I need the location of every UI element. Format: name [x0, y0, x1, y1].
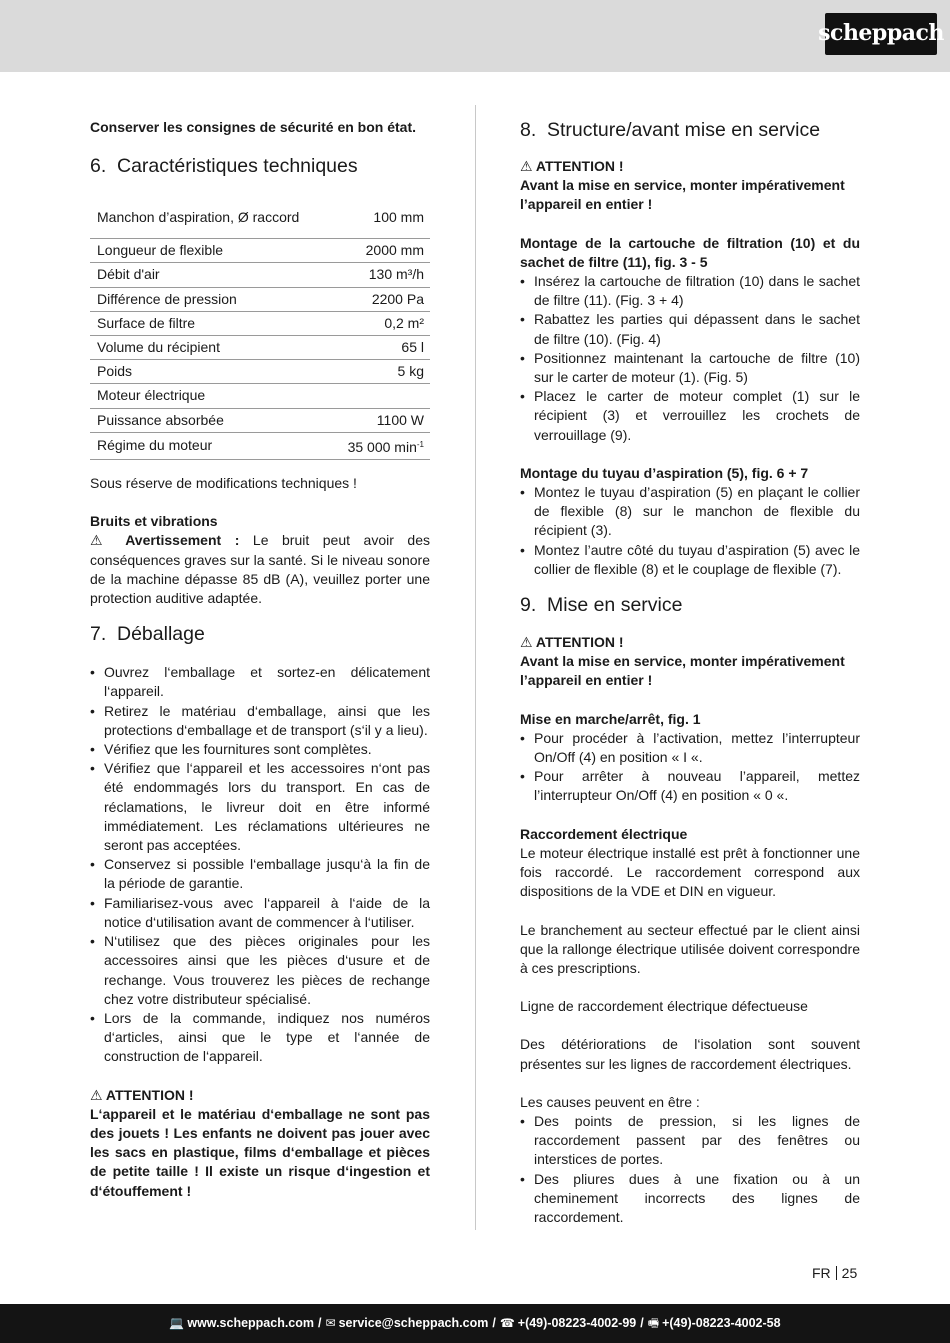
- attention-text: Avant la mise en service, monter impérativement l’appareil en entier !: [520, 177, 845, 213]
- spec-value: 35 000 $\min^{-1}$: [330, 432, 430, 459]
- causes-list: [520, 1112, 860, 1227]
- list-item: • Ouvrez l‘emballage et sortez-en délicatement l‘appareil.: [90, 663, 430, 701]
- computer-icon: 💻: [169, 1315, 185, 1330]
- table-row: [90, 311, 430, 335]
- spec-value: [330, 384, 430, 408]
- left-column: [90, 118, 430, 1201]
- table-row: [90, 360, 430, 384]
- list-item: • Montez l’autre côté du tuyau d’aspiration (5) avec le collier de flexible (8) et le couplage de flexible (7).: [520, 541, 860, 579]
- mail-icon: ✉: [325, 1315, 336, 1330]
- spec-label: Longueur de flexible: [90, 239, 330, 263]
- table-row: [90, 287, 430, 311]
- list-item: • Lors de la commande, indiquez nos numéros d‘articles, ainsi que le type et l‘année de construction de l‘appareil.: [90, 1009, 430, 1067]
- attention-label: ⚠ ATTENTION !: [90, 1086, 194, 1103]
- intro-text: Conserver les consignes de sécurité en bon état.: [90, 119, 416, 135]
- attention-label: ⚠ ATTENTION !: [520, 158, 624, 174]
- electrical-heading: Raccordement électrique: [520, 825, 688, 842]
- spec-label: Régime du moteur: [90, 432, 330, 459]
- section-6-heading: 6. Caractéristiques techniques: [90, 155, 358, 178]
- spec-value: 2000 mm: [330, 239, 430, 263]
- hose-assembly-list: [520, 483, 860, 579]
- filter-assembly-list: [520, 272, 860, 445]
- email-link[interactable]: service@scheppach.com: [338, 1315, 489, 1330]
- list-item: • Pour arrêter à nouveau l’appareil, mettez l’interrupteur On/Off (4) en position « 0 «.: [520, 767, 860, 805]
- spec-label: Différence de pression: [90, 287, 330, 311]
- list-item: • Vérifiez que les fournitures sont complètes.: [90, 740, 430, 759]
- list-item: • Vérifiez que l‘appareil et les accessoires n‘ont pas été endommagés lors du transport. En cas de réclamations, le livreur doit en être informé immédiatement. Les réclamations ultérieures ne seront pas acceptées.: [90, 759, 430, 855]
- noise-heading: Bruits et vibrations: [90, 513, 218, 530]
- list-item: • Familiarisez-vous avec l‘appareil à l‘aide de la notice d‘utilisation avant de commencer à l‘utiliser.: [90, 894, 430, 932]
- section-9-heading: 9. Mise en service: [520, 594, 683, 617]
- electrical-paragraph: Le moteur électrique installé est prêt à fonctionner une fois raccordé. Le raccordement correspond aux dispositions de la VDE et DIN en vigueur.: [520, 844, 860, 900]
- unpacking-list: [90, 663, 430, 1066]
- attention-label: ⚠ ATTENTION !: [520, 634, 624, 651]
- list-item: • Des points de pression, si les lignes de raccordement passent par des fenêtres ou interstices de portes.: [520, 1112, 860, 1170]
- table-row: [90, 384, 430, 408]
- spec-value: 65 l: [330, 336, 430, 360]
- spec-label: Poids: [90, 360, 330, 384]
- phone-icon: ☎: [499, 1315, 515, 1330]
- electrical-paragraph: Les causes peuvent en être :: [520, 1093, 700, 1110]
- list-item: • Montez le tuyau d’aspiration (5) en plaçant le collier de flexible (8) sur le manchon de flexible du récipient (3).: [520, 483, 860, 541]
- section-7-heading: 7. Déballage: [90, 623, 205, 646]
- spec-value: 1100 W: [330, 408, 430, 432]
- spec-label: Manchon d’aspiration, Ø raccord: [90, 195, 330, 239]
- table-row: [90, 195, 430, 239]
- list-item: • Rabattez les parties qui dépassent dans le sachet de filtre (10). (Fig. 4): [520, 310, 860, 348]
- spec-label: Débit d'air: [90, 263, 330, 287]
- attention-text: Avant la mise en service, monter impérativement l’appareil en entier !: [520, 653, 845, 689]
- filter-assembly-heading: Montage de la cartouche de filtration (10) et du sachet de filtre (11), fig. 3 - 5: [520, 234, 860, 270]
- list-item: • Des pliures dues à une fixation ou à un cheminement incorrects des lignes de raccordement.: [520, 1170, 860, 1228]
- table-row: [90, 408, 430, 432]
- spec-value: 100 mm: [330, 195, 430, 239]
- list-item: • Insérez la cartouche de filtration (10) dans le sachet de filtre (11). (Fig. 3 + 4): [520, 272, 860, 310]
- fax-number: +(49)-08223-4002-58: [662, 1315, 781, 1330]
- spec-value: 2200 Pa: [330, 287, 430, 311]
- table-row: [90, 263, 430, 287]
- spec-label: Surface de filtre: [90, 311, 330, 335]
- spec-value: 5 kg: [330, 360, 430, 384]
- spec-label: Moteur électrique: [90, 384, 330, 408]
- list-item: • Placez le carter de moteur complet (1) sur le récipient (3) et verrouillez les crochets de verrouillage (9).: [520, 387, 860, 445]
- list-item: • Retirez le matériau d‘emballage, ainsi que les protections d‘emballage et de transport (s‘il y a lieu).: [90, 702, 430, 740]
- on-off-list: [520, 729, 860, 806]
- specs-table: [90, 195, 430, 460]
- spec-label: Volume du récipient: [90, 336, 330, 360]
- right-column: [520, 118, 860, 1227]
- section-8-heading: 8. Structure/avant mise en service: [520, 119, 821, 141]
- list-item: • Conservez si possible l‘emballage jusqu‘à la fin de la période de garantie.: [90, 855, 430, 893]
- list-item: • N‘utilisez que des pièces originales pour les accessoires ainsi que les pièces d‘usure et de rechange. Vous trouverez les pièces de rechange chez votre distributeur spécialisé.: [90, 932, 430, 1009]
- page-number: FR 25: [812, 1265, 858, 1281]
- electrical-paragraph: Le branchement au secteur effectué par le client ainsi que la rallonge électrique utilisée doivent correspondre à ces prescriptions.: [520, 921, 860, 976]
- spec-value: 130 m³/h: [330, 263, 430, 287]
- column-divider: [475, 105, 476, 1230]
- header-bar: [0, 0, 950, 72]
- spec-label: Puissance absorbée: [90, 408, 330, 432]
- list-item: • Pour procéder à l’activation, mettez l’interrupteur On/Off (4) en position « I «.: [520, 729, 860, 767]
- list-item: • Positionnez maintenant la cartouche de filtre (10) sur le carter de moteur (1). (Fig. 5): [520, 349, 860, 387]
- hose-assembly-heading: Montage du tuyau d’aspiration (5), fig. 6 + 7: [520, 464, 809, 481]
- on-off-heading: Mise en marche/arrêt, fig. 1: [520, 710, 701, 727]
- technical-note: Sous réserve de modifications techniques !: [90, 475, 357, 492]
- fax-icon: 🖷: [647, 1315, 660, 1330]
- table-row: [90, 239, 430, 263]
- website-link[interactable]: www.scheppach.com: [187, 1315, 315, 1330]
- phone-number: +(49)-08223-4002-99: [517, 1315, 637, 1330]
- attention-text: L‘appareil et le matériau d‘emballage ne sont pas des jouets ! Les enfants ne doivent pas jouer avec les sacs en plastique, films d‘emballage et pièces de petite taille ! Il existe un risque d‘ingestion et d‘étouffement !: [90, 1105, 430, 1199]
- electrical-paragraph: Des détériorations de l‘isolation sont souvent présentes sur les lignes de raccordement électriques.: [520, 1036, 860, 1072]
- noise-warning: ⚠ Avertissement : Le bruit peut avoir des conséquences graves sur la santé. Si le niveau sonore de la machine dépasse 85 dB (A), veuillez porter une protection auditive adaptée.: [90, 532, 430, 607]
- scheppach-logo: scheppach: [825, 13, 937, 55]
- spec-value: 0,2 m²: [330, 311, 430, 335]
- electrical-paragraph: Ligne de raccordement électrique défectueuse: [520, 998, 808, 1015]
- table-row: [90, 432, 430, 459]
- footer-bar: 💻 www.scheppach.com / ✉ service@scheppach.com / ☎ +(49)-08223-4002-99 / 🖷 +(49)-08223-4002-58: [0, 1304, 950, 1343]
- table-row: [90, 336, 430, 360]
